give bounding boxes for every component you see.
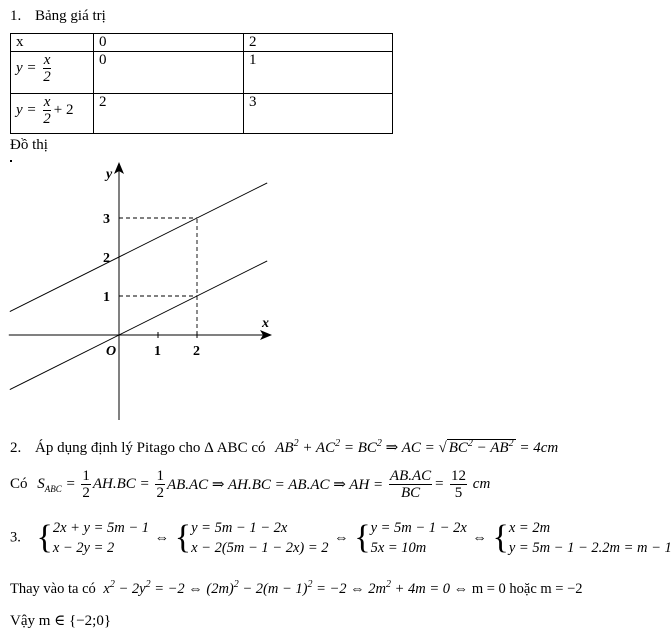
system-2-eq-1: y = 5m − 1 − 2x bbox=[191, 520, 288, 536]
system-4: { x = 2m y = 5m − 1 − 2.2m = m − 1 bbox=[492, 519, 672, 556]
system-2-eq-2: x − 2(5m − 1 − 2x) = 2 bbox=[191, 540, 329, 556]
system-2: { y = 5m − 1 − 2x x − 2(5m − 1 − 2x) = 2 bbox=[174, 519, 329, 556]
result-numerator: 12 bbox=[451, 468, 467, 484]
system-1: { 2x + y = 5m − 1 x − 2y = 2 bbox=[36, 519, 150, 556]
section-1-title: Bảng giá trị bbox=[35, 8, 106, 24]
table-header-x: x bbox=[11, 34, 94, 52]
y-tick-label: 1 bbox=[103, 290, 110, 305]
graph-label: Đồ thị bbox=[10, 137, 48, 153]
section-3-line-2 bbox=[10, 581, 583, 598]
system-1-eq-2: x − 2y = 2 bbox=[52, 540, 115, 556]
system-4-eq-2: y = 5m − 1 − 2.2m = m − 1 bbox=[508, 540, 672, 556]
section-2-intro: Áp dụng định lý Pitago cho Δ ABC có bbox=[35, 440, 266, 456]
table-header-cell: 2 bbox=[244, 34, 393, 52]
area-subscript: ABC bbox=[44, 484, 62, 494]
section-3-number: 3. bbox=[10, 529, 21, 546]
section-2-line-1 bbox=[10, 438, 558, 457]
y-axis-label: y bbox=[106, 167, 113, 182]
result-denominator: 5 bbox=[454, 485, 463, 501]
table-header-cell: 0 bbox=[94, 34, 244, 52]
system-1-eq-1: 2x + y = 5m − 1 bbox=[52, 520, 150, 536]
x-tick-label: 2 bbox=[193, 344, 200, 359]
table-cell: 0 bbox=[94, 52, 244, 94]
area-equation: $S_{ABC}$ = $\frac{1}{2}$ AH.BC = $\frac{1}{2}$ AB.AC ⇒ AH.BC = AB.AC ⇒ AH = $\frac{AB.AC}{BC}$ = $\frac{12}{5}$ cm bbox=[37, 468, 491, 501]
pythagoras-result: = 4cm bbox=[519, 440, 559, 456]
y-tick-label: 2 bbox=[103, 251, 110, 266]
series-line-2 bbox=[10, 183, 267, 312]
system-4-eq-1: x = 2m bbox=[508, 520, 551, 536]
table-cell: 3 bbox=[244, 94, 393, 134]
system-3: { y = 5m − 1 − 2x 5x = 10m bbox=[354, 519, 467, 556]
y-tick-label: 3 bbox=[103, 212, 110, 227]
series-line-1 bbox=[10, 261, 267, 390]
system-3-eq-2: 5x = 10m bbox=[370, 540, 427, 556]
substitution-equation: $x^2 - 2y^2 = -2$ ⇔ $(2m)^2 - 2(m - 1)^2 = -2$ ⇔ $2m^2 + 4m = 0$ ⇔ bbox=[103, 579, 469, 597]
x-axis-label: x bbox=[262, 316, 269, 331]
result-unit: cm bbox=[472, 476, 491, 492]
section-1-number: 1. bbox=[10, 8, 22, 24]
table-cell: 1 bbox=[244, 52, 393, 94]
substitute-label: Thay vào ta có bbox=[10, 581, 96, 597]
co-label: Có bbox=[10, 476, 28, 492]
x-tick-label: 1 bbox=[154, 344, 161, 359]
section-2-number: 2. bbox=[10, 440, 22, 456]
m-result: m = 0 hoặc m = −2 bbox=[471, 581, 583, 597]
section-2-line-2 bbox=[10, 468, 490, 501]
origin-label: O bbox=[106, 344, 117, 359]
func-y-x-over-2-plus-2: y = $\frac{x}{2}$ + 2 bbox=[16, 94, 74, 127]
system-3-eq-1: y = 5m − 1 − 2x bbox=[370, 520, 467, 536]
table-cell: 2 bbox=[94, 94, 244, 134]
func-y-x-over-2: y = $\frac{x}{2}$ bbox=[16, 52, 51, 85]
conclusion: Vậy m ∈ {−2;0} bbox=[10, 613, 112, 629]
section-3-line-1: 3. { 2x + y = 5m − 1 x − 2y = 2 ⇔ { y = 5m − 1 − 2x x − 2(5m − 1 − 2x) = 2 ⇔ { y = 5m − 1 − 2x 5x = 10m ⇔ { x = 2m y = 5m − 1 − 2.2m = m − 1 bbox=[10, 519, 672, 556]
pythagoras-equation: $AB^2 + AC^2 = BC^2$ ⇒ AC = √ $BC^2 - AB^2$ bbox=[275, 438, 514, 456]
